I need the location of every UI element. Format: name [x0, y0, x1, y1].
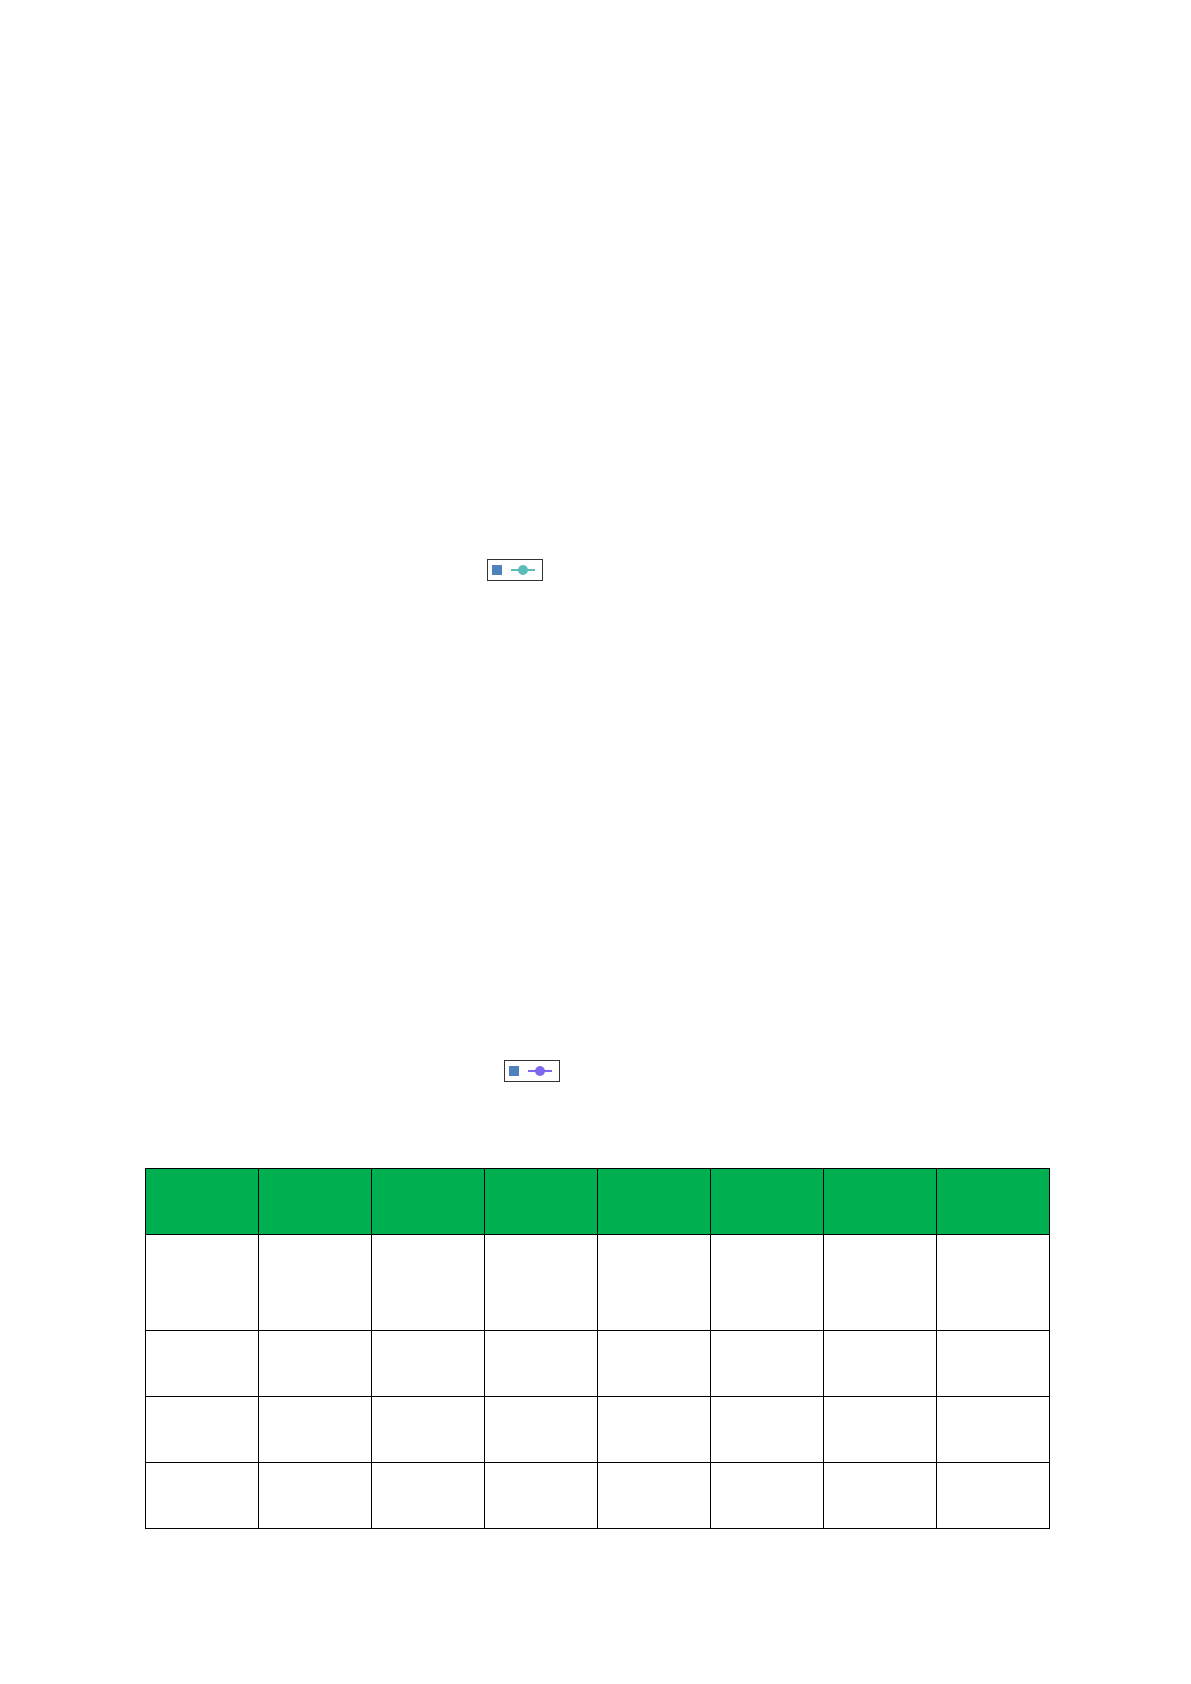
table-cell — [598, 1463, 711, 1529]
table-cell — [824, 1397, 937, 1463]
row-label — [146, 1235, 259, 1331]
table-cell — [824, 1331, 937, 1397]
table-row — [146, 1463, 1050, 1529]
table-cell — [937, 1397, 1050, 1463]
header-industry-average — [259, 1169, 372, 1235]
table-cell — [372, 1463, 485, 1529]
header-item-name — [146, 1169, 259, 1235]
table-row — [146, 1235, 1050, 1331]
table-cell — [259, 1235, 372, 1331]
table-cell — [711, 1463, 824, 1529]
header-2019h1 — [485, 1169, 598, 1235]
header-2022h1 — [824, 1169, 937, 1235]
row-label — [146, 1397, 259, 1463]
table-cell — [824, 1463, 937, 1529]
table-cell — [598, 1331, 711, 1397]
table-cell — [372, 1235, 485, 1331]
table-cell — [485, 1397, 598, 1463]
row-label — [146, 1463, 259, 1529]
table-row — [146, 1331, 1050, 1397]
table-cell — [598, 1397, 711, 1463]
chart2-legend — [504, 1060, 560, 1082]
table-cell — [259, 1463, 372, 1529]
table-cell — [485, 1235, 598, 1331]
table-cell — [372, 1397, 485, 1463]
table-cell — [372, 1331, 485, 1397]
table-cell — [824, 1235, 937, 1331]
table-cell — [598, 1235, 711, 1331]
legend-line-swatch — [528, 1065, 552, 1077]
table-cell — [711, 1397, 824, 1463]
header-2020h1 — [598, 1169, 711, 1235]
header-2021h1 — [711, 1169, 824, 1235]
header-leader-value — [372, 1169, 485, 1235]
table-cell — [711, 1235, 824, 1331]
row-label — [146, 1331, 259, 1397]
header-2023h1 — [937, 1169, 1050, 1235]
table-cell — [259, 1397, 372, 1463]
table-row — [146, 1397, 1050, 1463]
table-cell — [937, 1463, 1050, 1529]
table-cell — [259, 1331, 372, 1397]
table-cell — [711, 1331, 824, 1397]
table-cell — [485, 1331, 598, 1397]
legend-bar-swatch — [509, 1066, 519, 1076]
table-cell — [937, 1331, 1050, 1397]
table-cell — [937, 1235, 1050, 1331]
table-cell — [485, 1463, 598, 1529]
basic-analysis-table — [145, 1168, 1050, 1529]
